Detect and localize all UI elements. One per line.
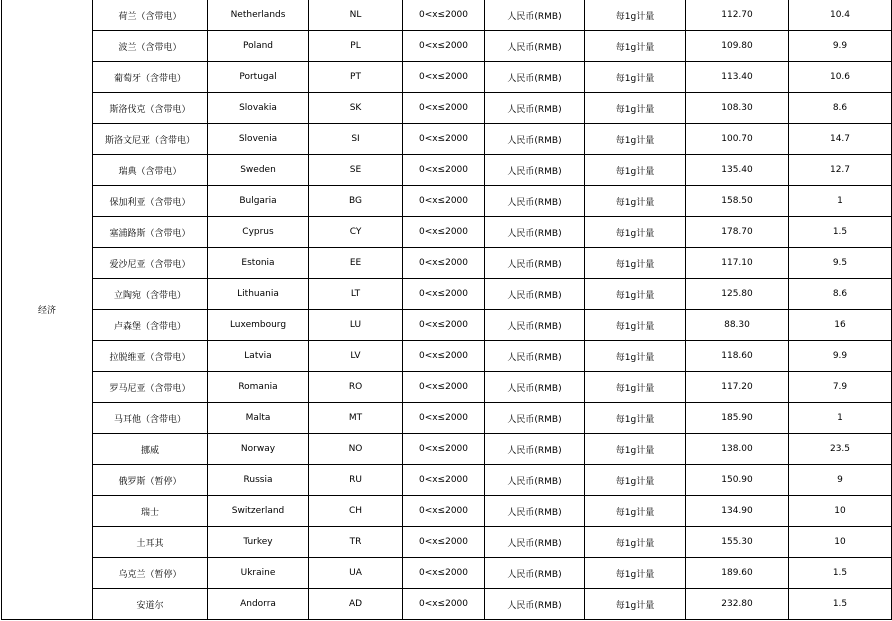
table-row bbox=[2, 465, 892, 496]
weight-range-cell: 0<x≤2000 bbox=[403, 434, 485, 465]
weight-range-cell: 0<x≤2000 bbox=[403, 527, 485, 558]
country-en-cell: Slovakia bbox=[208, 93, 309, 124]
table-row bbox=[2, 217, 892, 248]
country-code-cell: CY bbox=[309, 217, 403, 248]
country-cn-cell: 爱沙尼亚（含带电） bbox=[93, 248, 208, 279]
billing-unit-cell: 每1g计量 bbox=[585, 465, 686, 496]
category-cell: 经济 bbox=[2, 0, 93, 620]
table-row bbox=[2, 496, 892, 527]
weight-range-cell: 0<x≤2000 bbox=[403, 155, 485, 186]
billing-unit-cell: 每1g计量 bbox=[585, 310, 686, 341]
table-row bbox=[2, 589, 892, 620]
currency-cell: 人民币(RMB) bbox=[485, 341, 585, 372]
rate-cell: 109.80 bbox=[686, 31, 789, 62]
fee-cell: 1 bbox=[789, 186, 892, 217]
country-en-cell: Switzerland bbox=[208, 496, 309, 527]
rate-cell: 155.30 bbox=[686, 527, 789, 558]
country-code-cell: NL bbox=[309, 0, 403, 31]
country-en-cell: Portugal bbox=[208, 62, 309, 93]
billing-unit-cell: 每1g计量 bbox=[585, 93, 686, 124]
currency-cell: 人民币(RMB) bbox=[485, 217, 585, 248]
country-cn-cell: 马耳他（含带电） bbox=[93, 403, 208, 434]
country-code-cell: UA bbox=[309, 558, 403, 589]
currency-cell: 人民币(RMB) bbox=[485, 403, 585, 434]
weight-range-cell: 0<x≤2000 bbox=[403, 341, 485, 372]
currency-cell: 人民币(RMB) bbox=[485, 186, 585, 217]
billing-unit-cell: 每1g计量 bbox=[585, 31, 686, 62]
weight-range-cell: 0<x≤2000 bbox=[403, 589, 485, 620]
table-row bbox=[2, 527, 892, 558]
fee-cell: 12.7 bbox=[789, 155, 892, 186]
country-cn-cell: 斯洛伐克（含带电） bbox=[93, 93, 208, 124]
billing-unit-cell: 每1g计量 bbox=[585, 434, 686, 465]
country-code-cell: PT bbox=[309, 62, 403, 93]
currency-cell: 人民币(RMB) bbox=[485, 310, 585, 341]
country-en-cell: Estonia bbox=[208, 248, 309, 279]
rate-cell: 138.00 bbox=[686, 434, 789, 465]
country-en-cell: Andorra bbox=[208, 589, 309, 620]
rate-table bbox=[1, 0, 892, 620]
billing-unit-cell: 每1g计量 bbox=[585, 527, 686, 558]
country-code-cell: LU bbox=[309, 310, 403, 341]
country-en-cell: Latvia bbox=[208, 341, 309, 372]
country-en-cell: Turkey bbox=[208, 527, 309, 558]
rate-cell: 113.40 bbox=[686, 62, 789, 93]
country-code-cell: RU bbox=[309, 465, 403, 496]
country-cn-cell: 立陶宛（含带电） bbox=[93, 279, 208, 310]
country-code-cell: SK bbox=[309, 93, 403, 124]
billing-unit-cell: 每1g计量 bbox=[585, 341, 686, 372]
rate-cell: 158.50 bbox=[686, 186, 789, 217]
billing-unit-cell: 每1g计量 bbox=[585, 0, 686, 31]
billing-unit-cell: 每1g计量 bbox=[585, 372, 686, 403]
weight-range-cell: 0<x≤2000 bbox=[403, 465, 485, 496]
weight-range-cell: 0<x≤2000 bbox=[403, 372, 485, 403]
country-cn-cell: 斯洛文尼亚（含带电） bbox=[93, 124, 208, 155]
billing-unit-cell: 每1g计量 bbox=[585, 217, 686, 248]
table-row bbox=[2, 93, 892, 124]
currency-cell: 人民币(RMB) bbox=[485, 279, 585, 310]
country-code-cell: NO bbox=[309, 434, 403, 465]
country-code-cell: SE bbox=[309, 155, 403, 186]
table-row bbox=[2, 310, 892, 341]
country-en-cell: Luxembourg bbox=[208, 310, 309, 341]
country-cn-cell: 保加利亚（含带电） bbox=[93, 186, 208, 217]
weight-range-cell: 0<x≤2000 bbox=[403, 217, 485, 248]
table-row bbox=[2, 62, 892, 93]
country-en-cell: Malta bbox=[208, 403, 309, 434]
country-cn-cell: 卢森堡（含带电） bbox=[93, 310, 208, 341]
fee-cell: 10 bbox=[789, 527, 892, 558]
fee-cell: 10.6 bbox=[789, 62, 892, 93]
country-cn-cell: 瑞士 bbox=[93, 496, 208, 527]
fee-cell: 16 bbox=[789, 310, 892, 341]
country-code-cell: BG bbox=[309, 186, 403, 217]
rate-cell: 112.70 bbox=[686, 0, 789, 31]
country-en-cell: Norway bbox=[208, 434, 309, 465]
rate-cell: 88.30 bbox=[686, 310, 789, 341]
country-cn-cell: 罗马尼亚（含带电） bbox=[93, 372, 208, 403]
billing-unit-cell: 每1g计量 bbox=[585, 186, 686, 217]
currency-cell: 人民币(RMB) bbox=[485, 589, 585, 620]
table-row bbox=[2, 279, 892, 310]
currency-cell: 人民币(RMB) bbox=[485, 0, 585, 31]
country-cn-cell: 葡萄牙（含带电） bbox=[93, 62, 208, 93]
fee-cell: 7.9 bbox=[789, 372, 892, 403]
table-row bbox=[2, 403, 892, 434]
billing-unit-cell: 每1g计量 bbox=[585, 403, 686, 434]
rate-cell: 150.90 bbox=[686, 465, 789, 496]
weight-range-cell: 0<x≤2000 bbox=[403, 93, 485, 124]
fee-cell: 10 bbox=[789, 496, 892, 527]
currency-cell: 人民币(RMB) bbox=[485, 31, 585, 62]
country-cn-cell: 安道尔 bbox=[93, 589, 208, 620]
currency-cell: 人民币(RMB) bbox=[485, 434, 585, 465]
fee-cell: 9.5 bbox=[789, 248, 892, 279]
table-row bbox=[2, 186, 892, 217]
weight-range-cell: 0<x≤2000 bbox=[403, 31, 485, 62]
currency-cell: 人民币(RMB) bbox=[485, 558, 585, 589]
rate-table-container bbox=[1, 0, 892, 620]
country-en-cell: Lithuania bbox=[208, 279, 309, 310]
country-code-cell: LV bbox=[309, 341, 403, 372]
country-code-cell: AD bbox=[309, 589, 403, 620]
country-en-cell: Poland bbox=[208, 31, 309, 62]
fee-cell: 10.4 bbox=[789, 0, 892, 31]
rate-cell: 108.30 bbox=[686, 93, 789, 124]
table-row bbox=[2, 31, 892, 62]
rate-cell: 178.70 bbox=[686, 217, 789, 248]
country-en-cell: Bulgaria bbox=[208, 186, 309, 217]
rate-cell: 134.90 bbox=[686, 496, 789, 527]
rate-cell: 100.70 bbox=[686, 124, 789, 155]
country-code-cell: LT bbox=[309, 279, 403, 310]
fee-cell: 1.5 bbox=[789, 217, 892, 248]
table-row bbox=[2, 124, 892, 155]
fee-cell: 9 bbox=[789, 465, 892, 496]
weight-range-cell: 0<x≤2000 bbox=[403, 0, 485, 31]
rate-cell: 135.40 bbox=[686, 155, 789, 186]
fee-cell: 23.5 bbox=[789, 434, 892, 465]
country-code-cell: TR bbox=[309, 527, 403, 558]
weight-range-cell: 0<x≤2000 bbox=[403, 310, 485, 341]
billing-unit-cell: 每1g计量 bbox=[585, 558, 686, 589]
country-en-cell: Ukraine bbox=[208, 558, 309, 589]
country-cn-cell: 拉脱维亚（含带电） bbox=[93, 341, 208, 372]
fee-cell: 14.7 bbox=[789, 124, 892, 155]
weight-range-cell: 0<x≤2000 bbox=[403, 279, 485, 310]
country-code-cell: PL bbox=[309, 31, 403, 62]
weight-range-cell: 0<x≤2000 bbox=[403, 186, 485, 217]
country-code-cell: EE bbox=[309, 248, 403, 279]
billing-unit-cell: 每1g计量 bbox=[585, 155, 686, 186]
rate-cell: 118.60 bbox=[686, 341, 789, 372]
table-row bbox=[2, 155, 892, 186]
weight-range-cell: 0<x≤2000 bbox=[403, 403, 485, 434]
table-row bbox=[2, 372, 892, 403]
country-code-cell: SI bbox=[309, 124, 403, 155]
country-cn-cell: 塞浦路斯（含带电） bbox=[93, 217, 208, 248]
currency-cell: 人民币(RMB) bbox=[485, 62, 585, 93]
billing-unit-cell: 每1g计量 bbox=[585, 62, 686, 93]
rate-cell: 232.80 bbox=[686, 589, 789, 620]
table-row bbox=[2, 434, 892, 465]
country-en-cell: Netherlands bbox=[208, 0, 309, 31]
currency-cell: 人民币(RMB) bbox=[485, 372, 585, 403]
fee-cell: 1.5 bbox=[789, 589, 892, 620]
rate-table-body bbox=[2, 0, 892, 620]
billing-unit-cell: 每1g计量 bbox=[585, 248, 686, 279]
weight-range-cell: 0<x≤2000 bbox=[403, 496, 485, 527]
country-cn-cell: 乌克兰（暂停） bbox=[93, 558, 208, 589]
weight-range-cell: 0<x≤2000 bbox=[403, 124, 485, 155]
rate-cell: 185.90 bbox=[686, 403, 789, 434]
rate-cell: 189.60 bbox=[686, 558, 789, 589]
country-cn-cell: 瑞典（含带电） bbox=[93, 155, 208, 186]
country-en-cell: Sweden bbox=[208, 155, 309, 186]
rate-cell: 117.10 bbox=[686, 248, 789, 279]
country-en-cell: Cyprus bbox=[208, 217, 309, 248]
country-en-cell: Romania bbox=[208, 372, 309, 403]
currency-cell: 人民币(RMB) bbox=[485, 155, 585, 186]
table-row bbox=[2, 558, 892, 589]
rate-cell: 117.20 bbox=[686, 372, 789, 403]
billing-unit-cell: 每1g计量 bbox=[585, 589, 686, 620]
country-cn-cell: 俄罗斯（暂停） bbox=[93, 465, 208, 496]
weight-range-cell: 0<x≤2000 bbox=[403, 62, 485, 93]
country-cn-cell: 波兰（含带电） bbox=[93, 31, 208, 62]
country-cn-cell: 土耳其 bbox=[93, 527, 208, 558]
currency-cell: 人民币(RMB) bbox=[485, 93, 585, 124]
fee-cell: 9.9 bbox=[789, 31, 892, 62]
country-cn-cell: 荷兰（含带电） bbox=[93, 0, 208, 31]
table-row bbox=[2, 0, 892, 31]
country-en-cell: Russia bbox=[208, 465, 309, 496]
country-en-cell: Slovenia bbox=[208, 124, 309, 155]
fee-cell: 1.5 bbox=[789, 558, 892, 589]
fee-cell: 1 bbox=[789, 403, 892, 434]
currency-cell: 人民币(RMB) bbox=[485, 496, 585, 527]
country-code-cell: MT bbox=[309, 403, 403, 434]
billing-unit-cell: 每1g计量 bbox=[585, 279, 686, 310]
currency-cell: 人民币(RMB) bbox=[485, 124, 585, 155]
currency-cell: 人民币(RMB) bbox=[485, 527, 585, 558]
fee-cell: 8.6 bbox=[789, 279, 892, 310]
table-row bbox=[2, 248, 892, 279]
country-cn-cell: 挪威 bbox=[93, 434, 208, 465]
fee-cell: 8.6 bbox=[789, 93, 892, 124]
table-row bbox=[2, 341, 892, 372]
fee-cell: 9.9 bbox=[789, 341, 892, 372]
currency-cell: 人民币(RMB) bbox=[485, 248, 585, 279]
billing-unit-cell: 每1g计量 bbox=[585, 496, 686, 527]
rate-cell: 125.80 bbox=[686, 279, 789, 310]
currency-cell: 人民币(RMB) bbox=[485, 465, 585, 496]
weight-range-cell: 0<x≤2000 bbox=[403, 248, 485, 279]
country-code-cell: RO bbox=[309, 372, 403, 403]
weight-range-cell: 0<x≤2000 bbox=[403, 558, 485, 589]
country-code-cell: CH bbox=[309, 496, 403, 527]
billing-unit-cell: 每1g计量 bbox=[585, 124, 686, 155]
